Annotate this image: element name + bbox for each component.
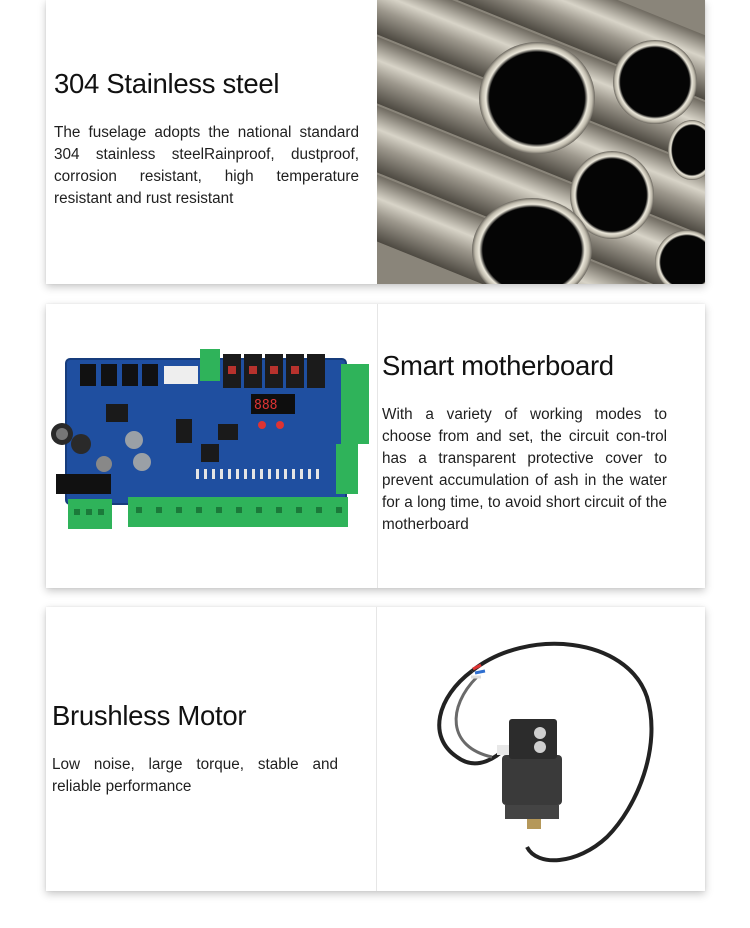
- feature-title: 304 Stainless steel: [54, 68, 280, 99]
- feature-description: Low noise, large torque, stable and reliable performance: [52, 756, 338, 795]
- circuit-board-image: [46, 304, 377, 588]
- feature-card-stainless-steel: [46, 0, 705, 284]
- text-panel: [46, 607, 376, 891]
- feature-title: Smart motherboard: [382, 350, 614, 381]
- feature-card-smart-motherboard: [46, 304, 705, 588]
- stainless-steel-pipes-photo: [377, 0, 705, 284]
- text-panel: [46, 0, 377, 284]
- brushless-motor-photo: [377, 607, 705, 891]
- feature-title: Brushless Motor: [52, 700, 247, 731]
- feature-description: With a variety of working modes to choose from and set, the circuit con-trol has a transparent protective cover to prevent accumulation of ash in the water for a long time, to avoid short circuit of the motherboard: [382, 406, 667, 533]
- svg-text:888: 888: [254, 398, 278, 413]
- circuit-board-photo: [46, 304, 377, 588]
- text-panel: [377, 304, 705, 588]
- brushless-motor-image: [376, 607, 705, 891]
- feature-card-brushless-motor: [46, 607, 705, 891]
- feature-description: The fuselage adopts the national standard 304 stainless steelRainproof, dustproof, corrosion resistant, high temperature resistant and rust resistant: [54, 124, 359, 207]
- stainless-steel-pipes-image: [377, 0, 705, 284]
